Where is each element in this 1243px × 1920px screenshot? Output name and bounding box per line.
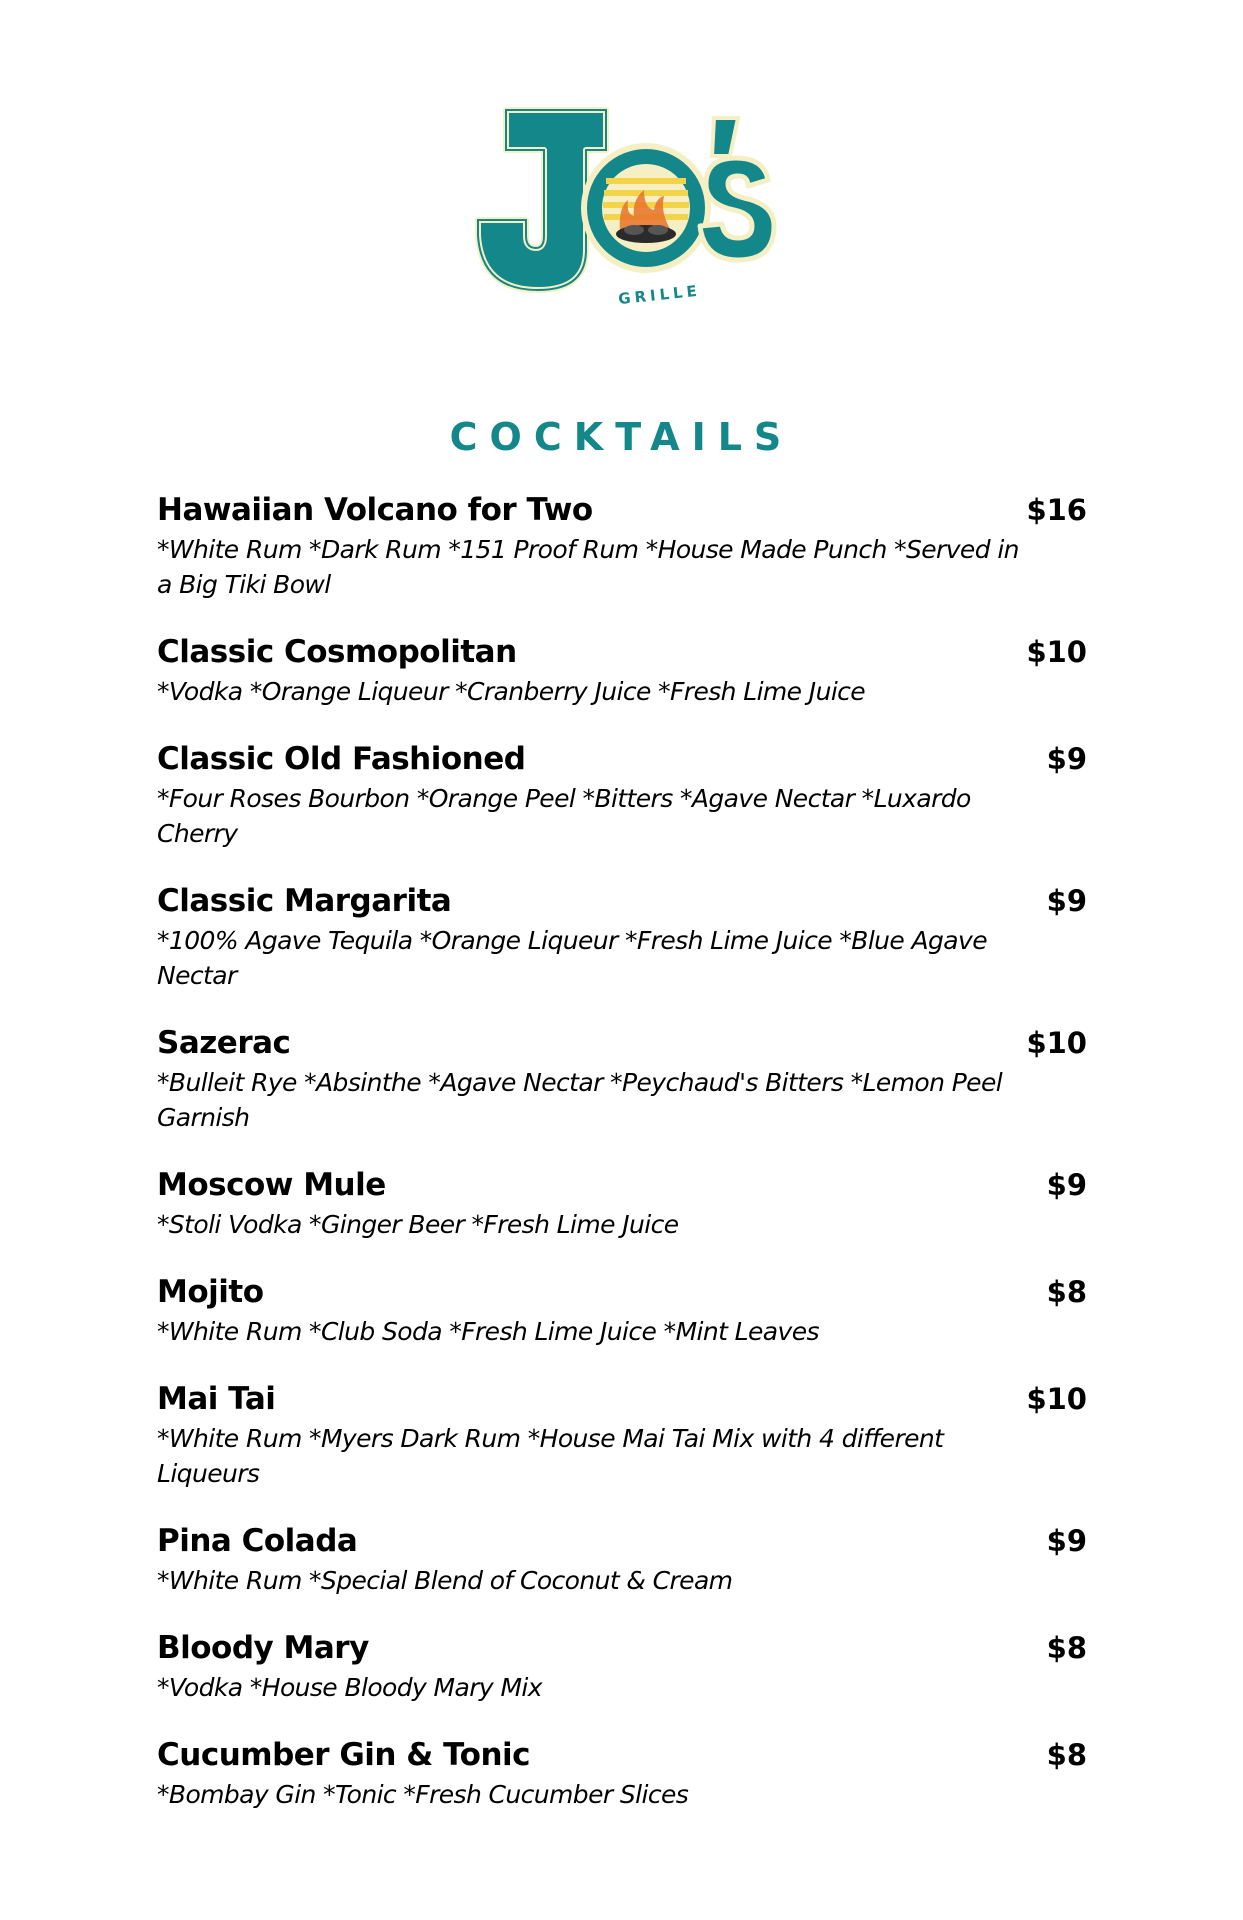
menu-item-header	[157, 1733, 1087, 1777]
menu-item-description: *Four Roses Bourbon *Orange Peel *Bitters *Agave Nectar *Luxardo Cherry	[157, 784, 971, 848]
logo-graphic	[468, 104, 790, 324]
menu-item-header	[157, 737, 1087, 781]
menu-item	[157, 1519, 1087, 1598]
menu-item-name: Cucumber Gin & Tonic	[157, 1737, 531, 1773]
cocktail-menu	[157, 488, 1087, 1840]
menu-item-name: Bloody Mary	[157, 1630, 369, 1666]
menu-item-price: $8	[1046, 1631, 1087, 1665]
menu-item-description: *Stoli Vodka *Ginger Beer *Fresh Lime Juice	[157, 1210, 679, 1239]
menu-item	[157, 1626, 1087, 1705]
menu-item	[157, 1270, 1087, 1349]
svg-text:GRILLE: GRILLE	[617, 281, 702, 309]
menu-item-description: *Bulleit Rye *Absinthe *Agave Nectar *Peychaud's Bitters *Lemon Peel Garnish	[157, 1068, 1003, 1132]
menu-item-header	[157, 1626, 1087, 1670]
menu-item-header	[157, 630, 1087, 674]
menu-item-price: $8	[1046, 1275, 1087, 1309]
menu-item-description: *Vodka *Orange Liqueur *Cranberry Juice *Fresh Lime Juice	[157, 677, 866, 706]
jos-grille-logo	[468, 104, 790, 324]
menu-item-header	[157, 1377, 1087, 1421]
menu-item	[157, 1163, 1087, 1242]
menu-item-description: *100% Agave Tequila *Orange Liqueur *Fresh Lime Juice *Blue Agave Nectar	[157, 926, 988, 990]
menu-item-description: *White Rum *Myers Dark Rum *House Mai Tai Mix with 4 different Liqueurs	[157, 1424, 944, 1488]
menu-item	[157, 1733, 1087, 1812]
menu-item-name: Mai Tai	[157, 1381, 276, 1417]
section-heading: COCKTAILS	[449, 415, 794, 459]
menu-item-name: Classic Margarita	[157, 883, 452, 919]
menu-item-name: Classic Cosmopolitan	[157, 634, 517, 670]
menu-item	[157, 630, 1087, 709]
menu-item-description: *White Rum *Club Soda *Fresh Lime Juice *Mint Leaves	[157, 1317, 819, 1346]
menu-item-header	[157, 1270, 1087, 1314]
menu-item-name: Sazerac	[157, 1025, 291, 1061]
menu-item-header	[157, 488, 1087, 532]
menu-item-price: $9	[1046, 884, 1087, 918]
menu-item	[157, 737, 1087, 851]
menu-item-price: $16	[1026, 493, 1087, 527]
menu-item-price: $9	[1046, 1168, 1087, 1202]
menu-item-price: $9	[1046, 1524, 1087, 1558]
menu-item	[157, 879, 1087, 993]
menu-item-price: $8	[1046, 1738, 1087, 1772]
menu-item-description: *White Rum *Special Blend of Coconut & Cream	[157, 1566, 733, 1595]
menu-item-header	[157, 1163, 1087, 1207]
menu-item-header	[157, 1021, 1087, 1065]
menu-item-description: *White Rum *Dark Rum *151 Proof Rum *House Made Punch *Served in a Big Tiki Bowl	[157, 535, 1019, 599]
menu-item-description: *Vodka *House Bloody Mary Mix	[157, 1673, 542, 1702]
menu-item-description: *Bombay Gin *Tonic *Fresh Cucumber Slices	[157, 1780, 689, 1809]
menu-item-header	[157, 879, 1087, 923]
menu-item-name: Pina Colada	[157, 1523, 358, 1559]
menu-item-name: Moscow Mule	[157, 1167, 386, 1203]
menu-item	[157, 488, 1087, 602]
menu-item-price: $10	[1026, 1382, 1087, 1416]
menu-item	[157, 1377, 1087, 1491]
menu-item-price: $10	[1026, 635, 1087, 669]
menu-item-name: Hawaiian Volcano for Two	[157, 492, 593, 528]
menu-item-name: Classic Old Fashioned	[157, 741, 526, 777]
menu-item-price: $10	[1026, 1026, 1087, 1060]
menu-item-header	[157, 1519, 1087, 1563]
menu-item-name: Mojito	[157, 1274, 264, 1310]
menu-item	[157, 1021, 1087, 1135]
menu-item-price: $9	[1046, 742, 1087, 776]
